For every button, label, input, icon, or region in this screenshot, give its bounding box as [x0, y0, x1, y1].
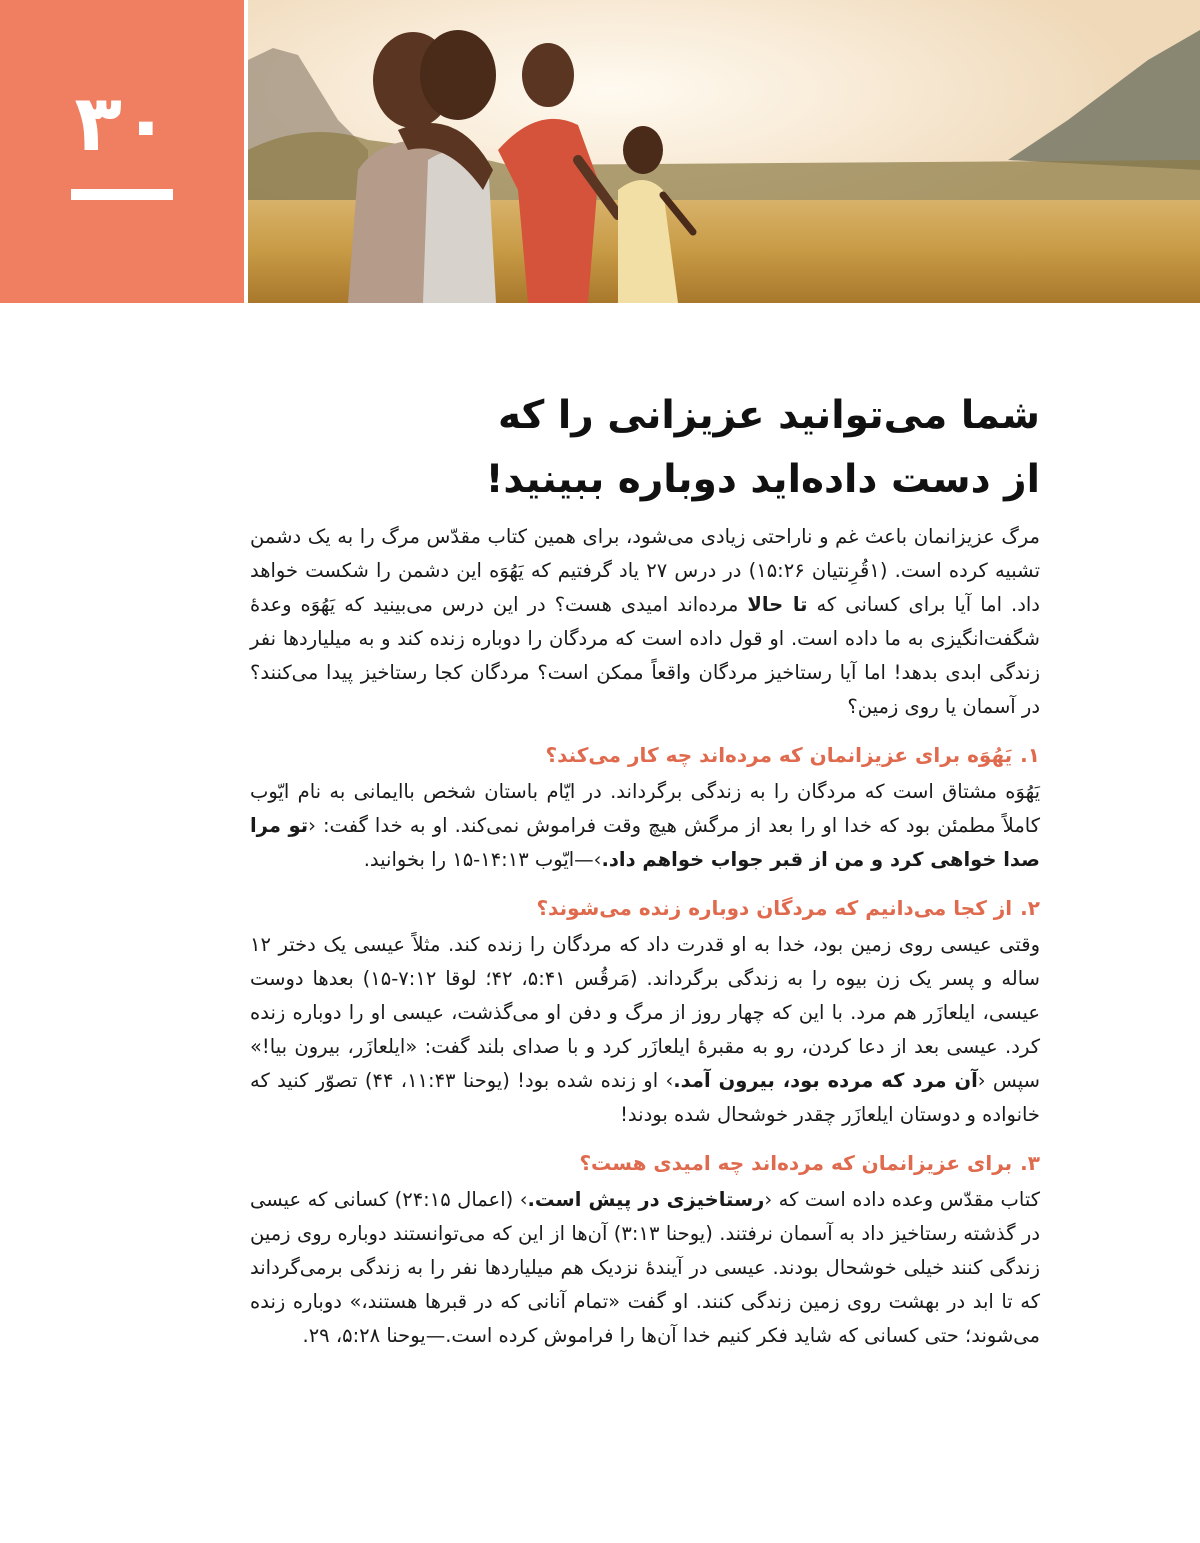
scripture-quote: آن مرد که مرده بود، بیرون آمد. — [673, 1069, 978, 1092]
scripture-quote: تو مرا صدا خواهی کرد و من از قبر جواب خواهم داد. — [250, 814, 1040, 871]
intro-text-2: مرده‌اند امیدی هست؟ در این درس می‌بینید که یَهُوَه وعدهٔ شگفت‌انگیزی به ما داده است. او قول داده است که مردگان را دوباره زنده کند و به میلیاردها نفر زندگی ابدی بدهد! اما آیا رستاخیز مردگان واقعاً ممکن است؟ مردگان کجا رستاخیز پیدا می‌کنند؟ در آسمان یا روی زمین؟ — [250, 593, 1040, 718]
section-text: › او زنده شده بود! (یوحنا ۱۱:۴۳، ۴۴) تصوّر کنید که خانواده و دوستان ایلعازَر چقدر خوشحال شده بودند! — [250, 1069, 1040, 1126]
section-question — [250, 891, 1040, 925]
section-text: یَهُوَه مشتاق است که مردگان را به زندگی برگرداند. در ایّام باستان شخص باایمانی به نام ایّوب کاملاً مطمئن بود که خدا او را بعد از مرگش هیچ وقت فراموش نمی‌کند. او به خدا گفت: ‹ — [250, 780, 1040, 837]
section-text: › (اعمال ۲۴:۱۵) کسانی که عیسی در گذشته رستاخیز داد به آسمان نرفتند. (یوحنا ۳:۱۳) آن‌ها از این که می‌توانستند دوباره روی زمین زندگی کنند خیلی خوشحال بودند. عیسی در آیندهٔ نزدیک هم میلیاردها نفر را به زندگی برمی‌گرداند که تا ابد در بهشت روی زمین زندگی کنند. او گفت «تمام آنانی که در قبرها هستند،» دوباره زنده می‌شوند؛ حتی کسانی که شاید فکر کنیم خدا آن‌ها را فراموش کرده است.—یوحنا ۵:۲۸، ۲۹. — [250, 1188, 1041, 1347]
question-number: ۱. — [1020, 743, 1040, 767]
question-text: یَهُوَه برای عزیزانمان که مرده‌اند چه کار می‌کند؟ — [545, 743, 1013, 767]
lesson-underline — [71, 189, 173, 200]
section-paragraph — [250, 1183, 1040, 1353]
section-1 — [250, 738, 1040, 877]
section-3 — [250, 1146, 1040, 1353]
section-text: وقتی عیسی روی زمین بود، خدا به او قدرت داد که مردگان را زنده کند. مثلاً عیسی یک دختر ۱۲ ساله و پسر یک زن بیوه را به زندگی برگرداند. (مَرقُس ۵:۴۱، ۴۲؛ لوقا ۷:۱۲-۱۵) بعدها دوست عیسی، ایلعازَر هم مرد. با این که چهار روز از مرگ و دفن او می‌گذشت، عیسی او را دوباره زنده کرد. عیسی بعد از دعا کردن، رو به مقبرهٔ ایلعازَر کرد و با صدای بلند گفت: «ایلعازَر، بیرون بیا!» سپس ‹ — [250, 933, 1041, 1092]
section-2 — [250, 891, 1040, 1132]
intro-paragraph — [250, 520, 1040, 724]
question-text: از کجا می‌دانیم که مردگان دوباره زنده می‌شوند؟ — [536, 896, 1013, 920]
section-paragraph — [250, 928, 1040, 1132]
section-question — [250, 738, 1040, 772]
intro-text-1: مرگ عزیزانمان باعث غم و ناراحتی زیادی می‌شود، برای همین کتاب مقدّس مرگ را به یک دشمن تشبیه کرده است. (۱قُرِنتیان ۱۵:۲۶) در درس ۲۷ یاد گرفتیم که یَهُوَه این دشمن را شکست خواهد داد. اما آیا برای کسانی که — [250, 525, 1040, 616]
intro-emphasis: تا حالا — [747, 593, 808, 616]
lesson-content — [250, 520, 1040, 1353]
title-line-1: شما می‌توانید عزیزانی را که — [497, 393, 1040, 439]
scripture-quote: رستاخیزی در پیش است. — [527, 1188, 765, 1211]
question-text: برای عزیزانمان که مرده‌اند چه امیدی هست؟ — [579, 1151, 1013, 1175]
section-question — [250, 1146, 1040, 1180]
lesson-number-box — [0, 0, 244, 303]
section-paragraph — [250, 775, 1040, 877]
lesson-number: ۳۰ — [74, 79, 170, 169]
question-number: ۳. — [1020, 1151, 1040, 1175]
hero-photo — [248, 0, 1200, 303]
section-text: کتاب مقدّس وعده داده است که ‹ — [764, 1188, 1040, 1211]
section-text: ›—ایّوب ۱۴:۱۳-۱۵ را بخوانید. — [363, 848, 602, 871]
question-number: ۲. — [1020, 896, 1040, 920]
title-line-2: از دست داده‌اید دوباره ببینید! — [485, 457, 1040, 503]
family-photo-illustration — [248, 0, 1200, 303]
lesson-title — [240, 384, 1040, 512]
